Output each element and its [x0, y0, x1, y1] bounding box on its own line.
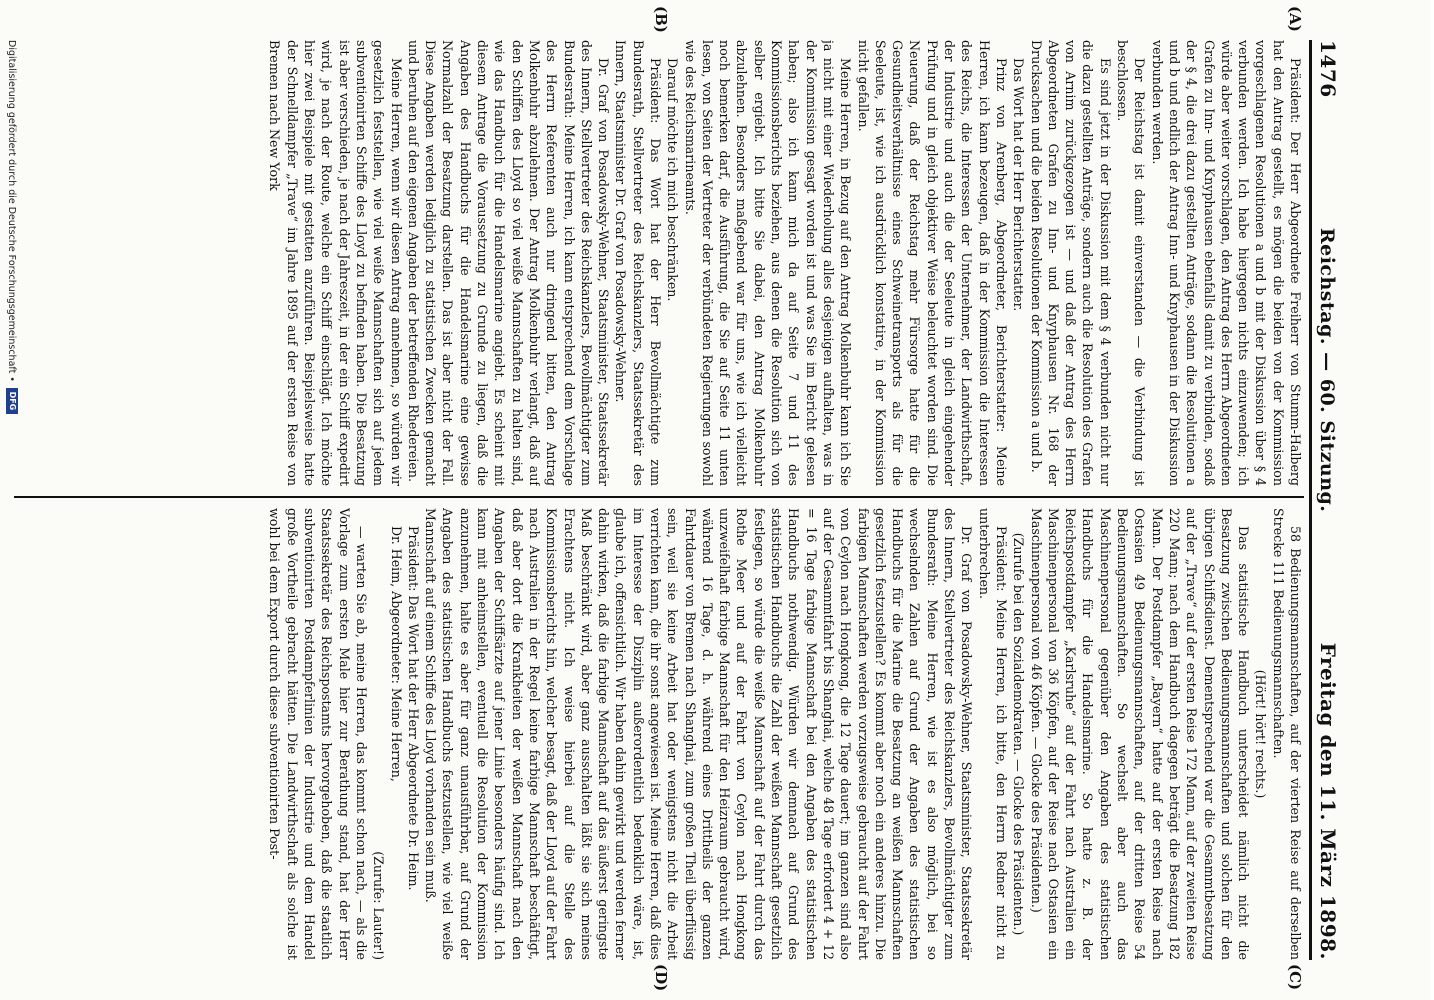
right-column-paragraph: Dr. Heim, Abgeordneter: Meine Herren,	[388, 526, 404, 782]
left-column-paragraph: Präsident: Das Wort hat der Herr Bevollmächtigte zum Bundesrath, Stellvertreter des Reichskanzlers, Staatssekretär des Innern, Staatsminister Dr. Graf von Posadowsky-Wehner.	[613, 40, 664, 486]
margin-marker-a: (A)	[1286, 6, 1304, 32]
right-column-paragraph: Dr. Graf von Posadowsky-Wehner, Staatsminister, Staatssekretär des Innern, Stellvertreter des Reichskanzlers, Bevollmächtigter zum Bundesrath: Meine Herren, wie ist es also möglich, bei so wechselnden Zahlen auf Grund der Angaben des statistischen Handbuchs für die Marine die Besatzung an weißen Mannschaften gesetzlich festzustellen? Es kommt aber noch ein anderes hinzu. Die farbigen Mannschaften werden vorzugsweise gebraucht auf der Fahrt von Ceylon nach Hongkong, die 12 Tage dauert; im ganzen sind also auf der Gesammtfahrt bis Shanghai, welche 48 Tage erfordert 4 + 12 = 16 Tage farbige Mannschaft bei den Angaben des statistischen Handbuchs nothwendig. Würden wir demnach auf Grund des statistischen Handbuchs die Zahl der weißen Mannschaft gesetzlich festlegen, so würde die weiße Mannschaft auf der Fahrt durch das Rothe Meer und auf der Fahrt von Ceylon nach Hongkong unzweifelhaft farbige Mannschaft für den Heizraum gebraucht wird, während 16 Tage, d. h. während eines Drittheils der ganzen Fahrtdauer von Bremen nach Shanghai, zum großen Theil überflüssig sein, weil sie keine Arbeit hat oder wenigstens nicht die Arbeit verrichten kann, die ihr sonst angewiesen ist. Meine Herren, daß dies im Interesse der Disziplin außerordentlich bedenklich wäre, ist, glaube ich, offensichtlich. Wir haben dahin gewirkt und werden ferner dahin wirken, daß die farbige Mannschaft auf das äußerst geringste Maß beschränkt wird, aber ganz ausschalten läßt sie sich meines Erachtens nicht. Ich weise hierbei auf die Stelle des Kommissionsberichts hin, welcher besagt, daß der Lloyd auf der Fahrt nach Australien in der Regel keine farbige Mannschaft beschäftigt, daß aber dort die Krankheiten der weißen Mannschaft nach den Angaben der Schiffsärzte auf jener Linie besonders häufig sind. Ich kann mit anheimstellen, eventuell die Resolution der Kommission anzunehmen, halte es aber für ganz unausführbar, auf Grund der Angaben des statistischen Handbuchs festzustellen, wie viel weiße Mannschaft auf einem Schiffe des Lloyd vorhanden sein muß.	[423, 508, 975, 960]
right-column-paragraph: (Zurufe: Lauter!)	[371, 851, 387, 960]
page-footer	[2, 40, 22, 960]
running-title: Reichstag. — 60. Sitzung.	[1316, 227, 1338, 513]
left-column-paragraph: Das Wort hat der Herr Berichterstatter.	[1011, 58, 1027, 312]
margin-marker-c: (C)	[1286, 964, 1304, 991]
left-column-paragraph: Dr. Graf von Posadowsky-Wehner, Staatsminister, Staatssekretär des Innern, Stellvertreter des Reichskanzlers, Bevollmächtigter zum Bundesrath: Meine Herren, ich kann entsprechend dem Vorschlage des Herrn Referenten auch nur dringend bitten, den Antrag Molkenbuhr abzulehnen. Der Antrag Molkenbuhr verlangt, daß auf den Schiffen des Lloyd so viel weiße Mannschaften zu halten sind, wie das Handbuch für die Handelsmarine angiebt. Es scheint mit diesem Antrage die Voraussetzung zu Grunde zu liegen, daß die Angaben des Handbuchs für die Handelsmarine eine gewisse Normalzahl der Besatzung darstellen. Das ist aber nicht der Fall. Diese Angaben werden lediglich zu statistischen Zwecken gemacht und beruhen auf den eigenen Angaben der betreffenden Rhedereien.	[405, 40, 612, 486]
margin-marker-b: (B)	[652, 6, 670, 33]
page-number: 1476	[1316, 40, 1340, 98]
left-column-paragraph: Meine Herren, in Bezug auf den Antrag Molkenbuhr kann ich Sie ja nicht mit einer Wiederholung alles desjenigen aufhalten, was in der Kommission gesagt worden ist und was Sie im Bericht gelesen haben; also ich kann mich da auf Seite 7 und 11 des Kommissionsberichts beziehen, aus denen die Resolution sich von selber ergiebt. Ich bitte Sie dabei, den Antrag Molkenbuhr abzulehnen. Besonders maßgebend war für uns, wie ich vielleicht noch bemerken darf, die Ausführung, die Sie auf Seite 11 unten lesen, von Seiten der Vertreter der verbündeten Regierungen sowohl wie des Reichsmarineamts.	[682, 40, 854, 486]
page-header	[1316, 40, 1352, 960]
margin-marker-d: (D)	[652, 964, 670, 992]
right-column	[14, 508, 1304, 960]
column-divider	[14, 496, 1304, 498]
right-column-paragraph: (Hört! hört! rechts.)	[1253, 669, 1269, 799]
header-rule	[1309, 40, 1312, 960]
left-column-paragraph: Präsident: Der Herr Abgeordnete Freiherr von Stumm-Halberg hat den Antrag gestellt, es mögen die beiden von der Kommission vorgeschlagenen Resolutionen a und b mit der Diskussion über § 4 verbunden werden. Ich habe hiergegen nichts einzuwenden; ich würde aber weiter vorschlagen, den Antrag des Herrn Abgeordneten Grafen zu Inn- und Knyphausen ebenfalls damit zu verbinden, sodaß der § 4, die drei dazu gestellten Anträge, sodann die Resolutionen a und b und endlich der Antrag Inn- und Knyphausen in der Diskussion verbunden werden.	[1149, 40, 1303, 486]
right-column-paragraph: Präsident: Das Wort hat der Herr Abgeordnete Dr. Heim.	[405, 526, 421, 891]
digitization-credit: Digitalisierung gefördert durch die Deutsche Forschungsgemeinschaft •	[6, 40, 18, 382]
right-column-paragraph: (Zurufe bei den Sozialdemokraten. — Glocke des Präsidenten.)	[1011, 532, 1027, 936]
session-date: Freitag den 11. März 1898.	[1316, 642, 1340, 960]
left-column	[14, 40, 1304, 486]
right-column-paragraph: — warten Sie ab, meine Herren, das kommt schon nach, — als die Vorlage zum ersten Male hier zur Berathung stand, hat der Herr Staatssekretär des Reichspostamts hervorgehoben, daß die staatlich subventionirten Postdampferlinien der Industrie und dem Handel große Vortheile gebracht hätten. Die Landwirthschaft als solche ist wohl bei dem Export durch diese subventionirten Post-	[267, 508, 369, 960]
left-column-paragraph: Prinz von Arenberg, Abgeordneter, Berichterstatter: Meine Herren, ich kann bezeugen, daß in der Kommission die Interessen des Reichs, die Interessen der Unternehmer, der Landwirthschaft, der Industrie und auch die der Seeleute in gleich eingehender Prüfung und in gleich objektiver Weise beleuchtet worden sind. Die Neuerung, daß der Reichstag mehr Fürsorge hatte für die Gesundheitsverhältnisse eines Schweinetransports als für die Seeleute, ist, wie ich ausdrücklich konstatire, in der Kommission nicht gefallen.	[855, 40, 1009, 486]
right-column-paragraph: Präsident: Meine Herren, ich bitte, den Herrn Redner nicht zu unterbrechen.	[976, 508, 1009, 960]
left-column-paragraph: Es sind jetzt in der Diskussion mit dem § 4 verbunden nicht nur die dazu gestellten Anträge, sondern auch die Resolution des Grafen von Arnim zurückgezogen ist — und daß der Antrag des Herrn Abgeordneten Grafen zu Inn- und Knyphausen Nr. 168 der Drucksachen und die beiden Resolutionen der Kommission a und b.	[1028, 40, 1113, 486]
right-column-paragraph: Das statistische Handbuch unterscheidet nämlich nicht die Besatzung zwischen Bedienungsmannschaften und solchen für den übrigen Schiffsdienst. Dementsprechend war die Gesammtbesatzung auf der „Trave“ auf der ersten Reise 172 Mann, auf der zweiten Reise 220 Mann; nach dem Handbuch dagegen beträgt die Besatzung 182 Mann. Der Postdampfer „Bayern“ hatte auf der ersten Reise nach Ostasien 49 Bedienungsmannschaften, auf der dritten Reise 54 Bedienungsmannschaften. So wechselt aber auch das Maschinenpersonal gegenüber den Angaben des statistischen Handbuchs für die Handelsmarine. So hatte z. B. der Reichspostdampfer „Karlsruhe“ auf der Fahrt nach Australien ein Maschinenpersonal von 36 Köpfen, auf der Reise nach Ostasien ein Maschinenpersonal von 46 Köpfen. — Glocke des Präsidenten.)	[1028, 508, 1252, 960]
right-column-paragraph: 58 Bedienungsmannschaften, auf der vierten Reise auf derselben Strecke 111 Bedienungsmannschaften.	[1270, 508, 1303, 960]
dfg-logo-icon: DFG	[6, 388, 18, 414]
left-column-paragraph: Meine Herren, wenn wir diesen Antrag annehmen, so würden wir gesetzlich feststellen, wie viel weiße Mannschaften sich auf jedem subventionirten Schiffe des Lloyd zu befinden haben. Die Besatzung ist aber verschieden, je nach der Jahreszeit, in der ein Schiff expedirt wird, je nach der Route, welche ein Schiff einschlägt. Ich möchte hier zwei Beispiele mit gestatten anzuführen. Beispielsweise hatte der Schnelldampfer „Trave“ im Jahre 1895 auf der ersten Reise von Bremen nach New York	[267, 40, 404, 486]
left-column-paragraph: Der Reichstag ist damit einverstanden — die Verbindung ist beschlossen.	[1115, 40, 1148, 486]
left-column-paragraph: Darauf möchte ich mich beschränken.	[665, 58, 681, 302]
